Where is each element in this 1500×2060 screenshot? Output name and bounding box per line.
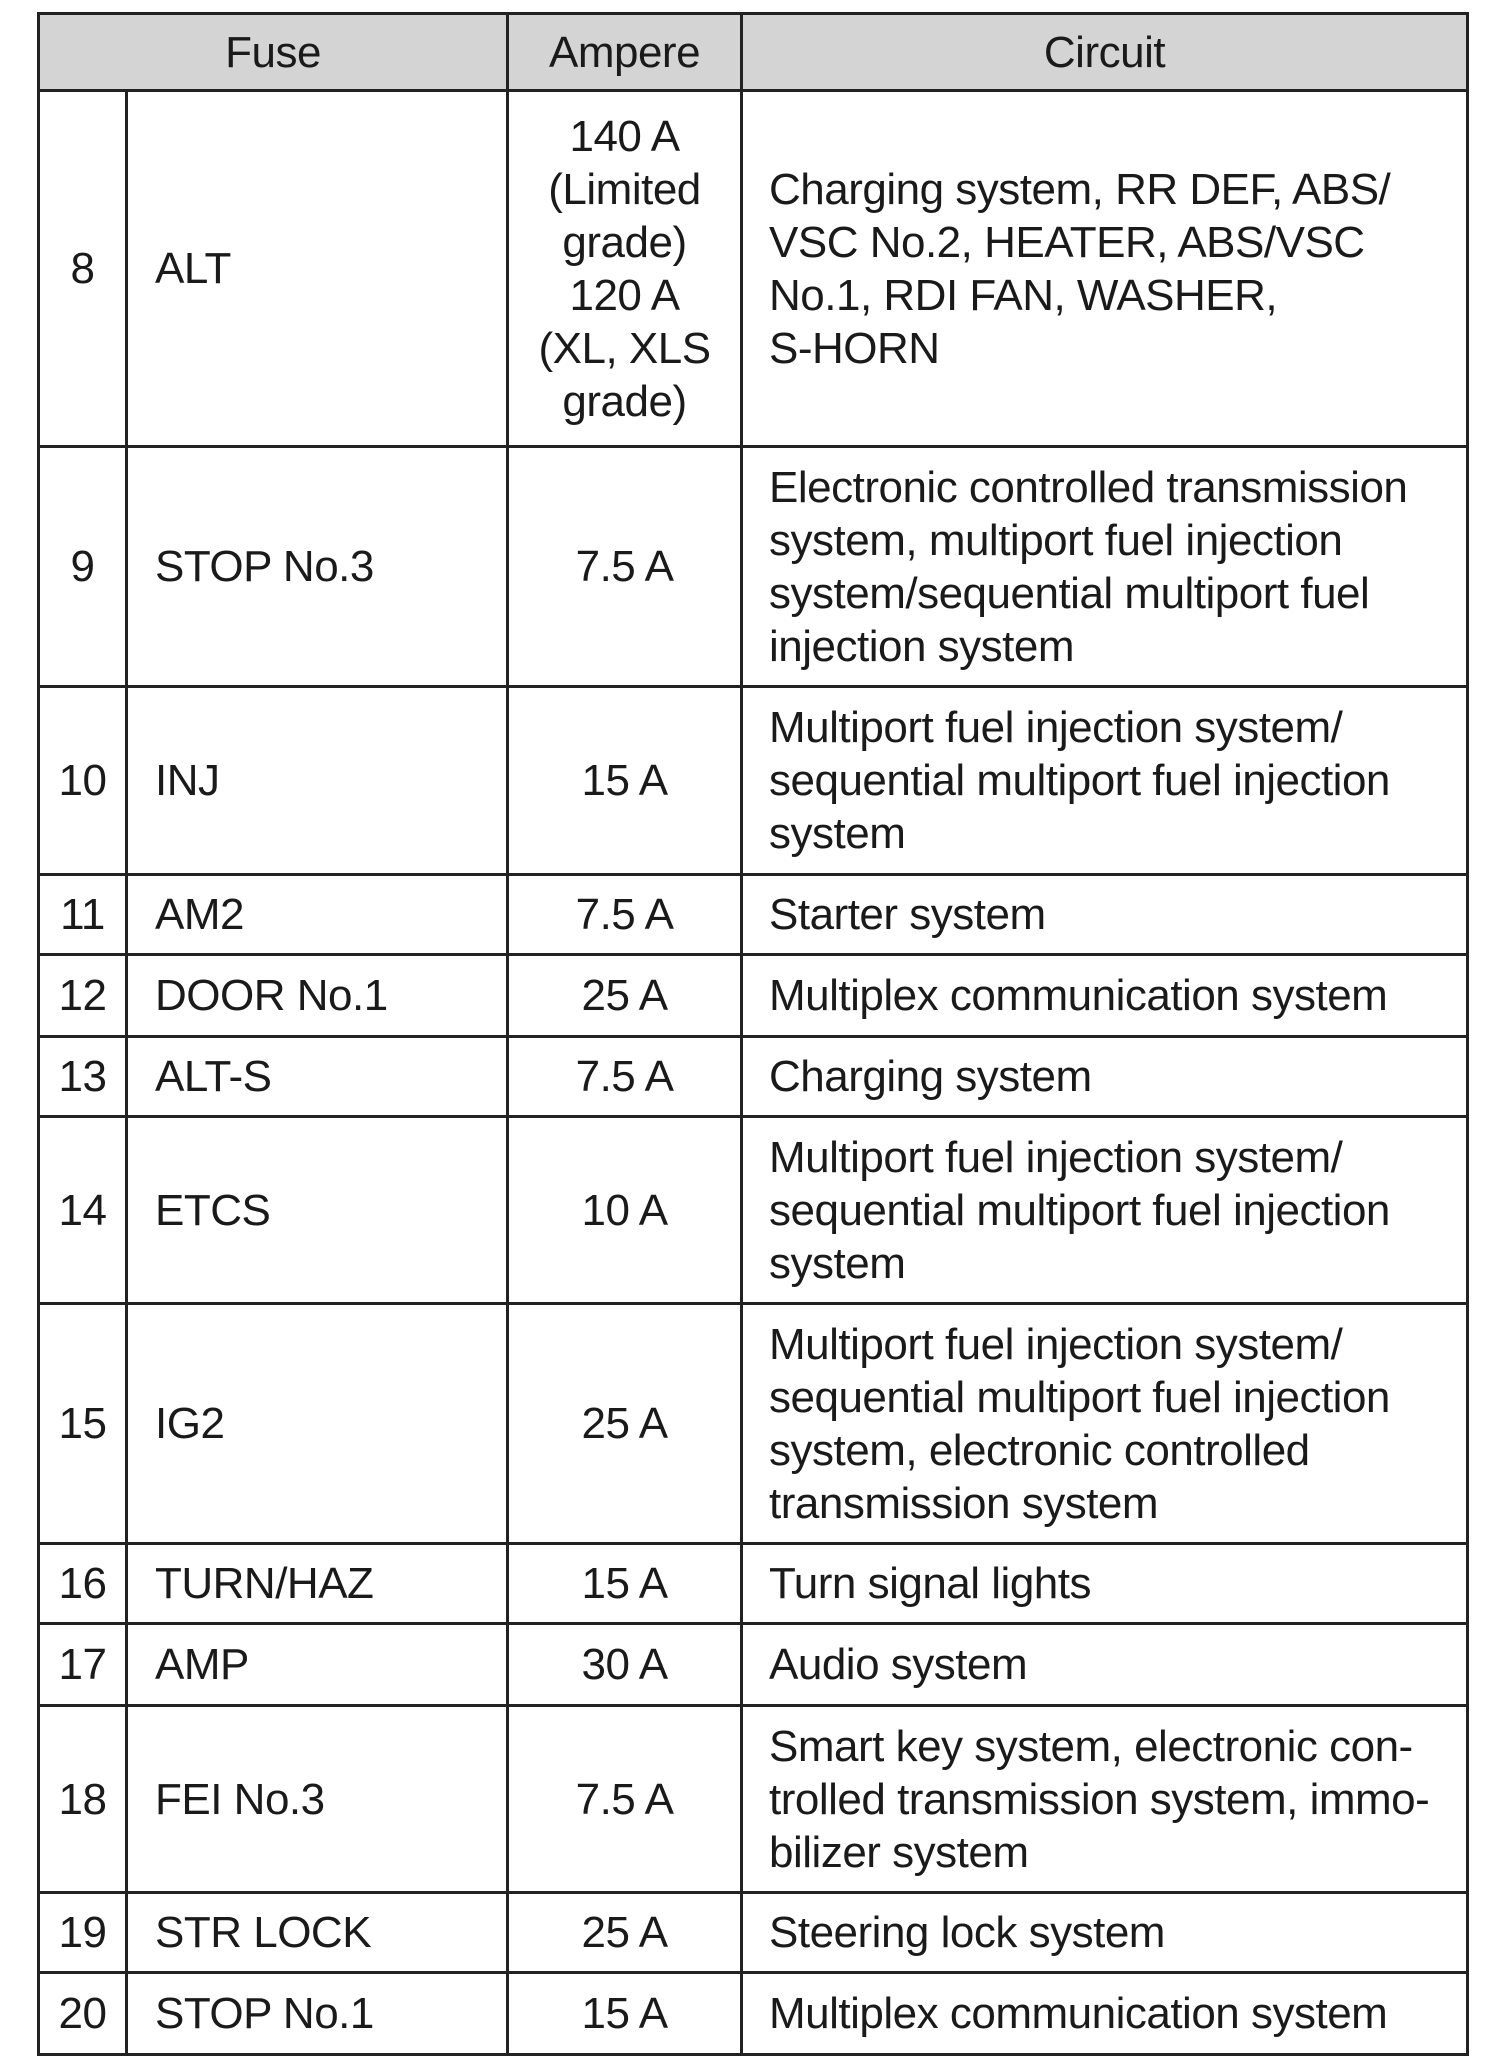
fuse-ampere	[508, 1893, 742, 1973]
ampere-line: grade)	[562, 217, 687, 267]
fuse-table	[37, 12, 1469, 2056]
table-row	[39, 1624, 1468, 1706]
fuse-name: ETCS	[127, 1117, 508, 1304]
header-fuse: Fuse	[39, 14, 508, 91]
table-row	[39, 1893, 1468, 1973]
fuse-number: 15	[39, 1304, 127, 1544]
fuse-circuit	[742, 687, 1468, 875]
table-row	[39, 1973, 1468, 2055]
ampere-line: 30 A	[581, 1640, 668, 1689]
fuse-number: 11	[39, 875, 127, 955]
fuse-circuit	[742, 1973, 1468, 2055]
fuse-ampere	[508, 1117, 742, 1304]
table-row	[39, 1544, 1468, 1624]
circuit-line: Multiplex communication system	[769, 1989, 1388, 2038]
fuse-number: 13	[39, 1037, 127, 1117]
fuse-circuit	[742, 1304, 1468, 1544]
circuit-line: injection system	[769, 621, 1075, 671]
fuse-number: 10	[39, 687, 127, 875]
ampere-line: 25 A	[581, 971, 668, 1020]
fuse-name: FEI No.3	[127, 1706, 508, 1893]
fuse-circuit	[742, 1706, 1468, 1893]
table-row	[39, 687, 1468, 875]
circuit-line: Multiport fuel injection system/	[769, 1319, 1343, 1369]
fuse-name: DOOR No.1	[127, 955, 508, 1037]
table-body	[39, 91, 1468, 2055]
table-row	[39, 1706, 1468, 1893]
ampere-line: 15 A	[581, 1989, 668, 2038]
fuse-circuit	[742, 1624, 1468, 1706]
circuit-line: transmission system	[769, 1478, 1159, 1528]
fuse-circuit	[742, 1893, 1468, 1973]
circuit-line: system	[769, 1238, 906, 1288]
fuse-name: INJ	[127, 687, 508, 875]
fuse-number: 9	[39, 447, 127, 687]
header-circuit: Circuit	[742, 14, 1468, 91]
fuse-name: STR LOCK	[127, 1893, 508, 1973]
circuit-line: Multiport fuel injection system/	[769, 703, 1343, 752]
fuse-name: ALT-S	[127, 1037, 508, 1117]
fuse-ampere	[508, 1624, 742, 1706]
circuit-line: sequential multiport fuel injection	[769, 1185, 1390, 1235]
ampere-line: 25 A	[581, 1908, 668, 1957]
circuit-line: Audio system	[769, 1640, 1028, 1689]
circuit-line: Starter system	[769, 890, 1046, 939]
fuse-circuit	[742, 447, 1468, 687]
fuse-ampere	[508, 955, 742, 1037]
fuse-number: 20	[39, 1973, 127, 2055]
circuit-line: trolled transmission system, immo-	[769, 1774, 1430, 1824]
fuse-ampere	[508, 1304, 742, 1544]
fuse-ampere	[508, 1544, 742, 1624]
ampere-line: 15 A	[581, 1559, 668, 1608]
fuse-ampere	[508, 1973, 742, 2055]
circuit-line: Multiplex communication system	[769, 971, 1388, 1020]
table-row	[39, 955, 1468, 1037]
fuse-number: 8	[39, 91, 127, 447]
circuit-line: Multiport fuel injection system/	[769, 1132, 1343, 1182]
circuit-line: sequential multiport fuel injection	[769, 756, 1390, 805]
circuit-line: bilizer system	[769, 1827, 1029, 1877]
ampere-line: 7.5 A	[575, 1052, 674, 1101]
fuse-circuit	[742, 955, 1468, 1037]
circuit-line: Electronic controlled transmission	[769, 462, 1408, 512]
circuit-line: Turn signal lights	[769, 1559, 1091, 1608]
fuse-ampere	[508, 875, 742, 955]
table-row	[39, 1304, 1468, 1544]
fuse-name: ALT	[127, 91, 508, 447]
fuse-ampere	[508, 447, 742, 687]
circuit-line: system	[769, 809, 906, 858]
fuse-circuit	[742, 1037, 1468, 1117]
table-row	[39, 1117, 1468, 1304]
fuse-name: STOP No.1	[127, 1973, 508, 2055]
fuse-name: STOP No.3	[127, 447, 508, 687]
fuse-circuit	[742, 1544, 1468, 1624]
circuit-line: No.1, RDI FAN, WASHER,	[769, 270, 1278, 320]
ampere-line: (XL, XLS	[538, 323, 711, 373]
fuse-ampere	[508, 1706, 742, 1893]
fuse-name: TURN/HAZ	[127, 1544, 508, 1624]
fuse-number: 17	[39, 1624, 127, 1706]
fuse-ampere	[508, 1037, 742, 1117]
table-row	[39, 91, 1468, 447]
fuse-number: 18	[39, 1706, 127, 1893]
fuse-circuit	[742, 875, 1468, 955]
circuit-line: Steering lock system	[769, 1908, 1165, 1957]
ampere-line: 25 A	[581, 1399, 668, 1448]
circuit-line: system, multiport fuel injection	[769, 515, 1343, 565]
fuse-number: 12	[39, 955, 127, 1037]
fuse-name: IG2	[127, 1304, 508, 1544]
table-row	[39, 447, 1468, 687]
fuse-name: AMP	[127, 1624, 508, 1706]
header-ampere: Ampere	[508, 14, 742, 91]
ampere-line: grade)	[562, 376, 687, 426]
circuit-line: Smart key system, electronic con-	[769, 1721, 1413, 1771]
fuse-circuit	[742, 91, 1468, 447]
fuse-ampere	[508, 91, 742, 447]
ampere-line: (Limited	[548, 164, 701, 214]
table-row	[39, 875, 1468, 955]
fuse-number: 16	[39, 1544, 127, 1624]
ampere-line: 140 A	[569, 111, 680, 161]
circuit-line: VSC No.2, HEATER, ABS/VSC	[769, 217, 1365, 267]
fuse-name: AM2	[127, 875, 508, 955]
circuit-line: system, electronic controlled	[769, 1425, 1310, 1475]
table-row	[39, 1037, 1468, 1117]
ampere-line: 120 A	[569, 270, 680, 320]
circuit-line: Charging system, RR DEF, ABS/	[769, 164, 1391, 214]
fuse-ampere	[508, 687, 742, 875]
circuit-line: system/sequential multiport fuel	[769, 568, 1370, 618]
ampere-line: 10 A	[581, 1185, 668, 1235]
fuse-number: 14	[39, 1117, 127, 1304]
circuit-line: S-HORN	[769, 323, 940, 373]
ampere-line: 7.5 A	[575, 1774, 674, 1824]
ampere-line: 7.5 A	[575, 890, 674, 939]
fuse-number: 19	[39, 1893, 127, 1973]
fuse-circuit	[742, 1117, 1468, 1304]
header-row	[39, 14, 1468, 91]
circuit-line: sequential multiport fuel injection	[769, 1372, 1390, 1422]
ampere-line: 7.5 A	[575, 542, 674, 591]
ampere-line: 15 A	[581, 756, 668, 805]
circuit-line: Charging system	[769, 1052, 1092, 1101]
